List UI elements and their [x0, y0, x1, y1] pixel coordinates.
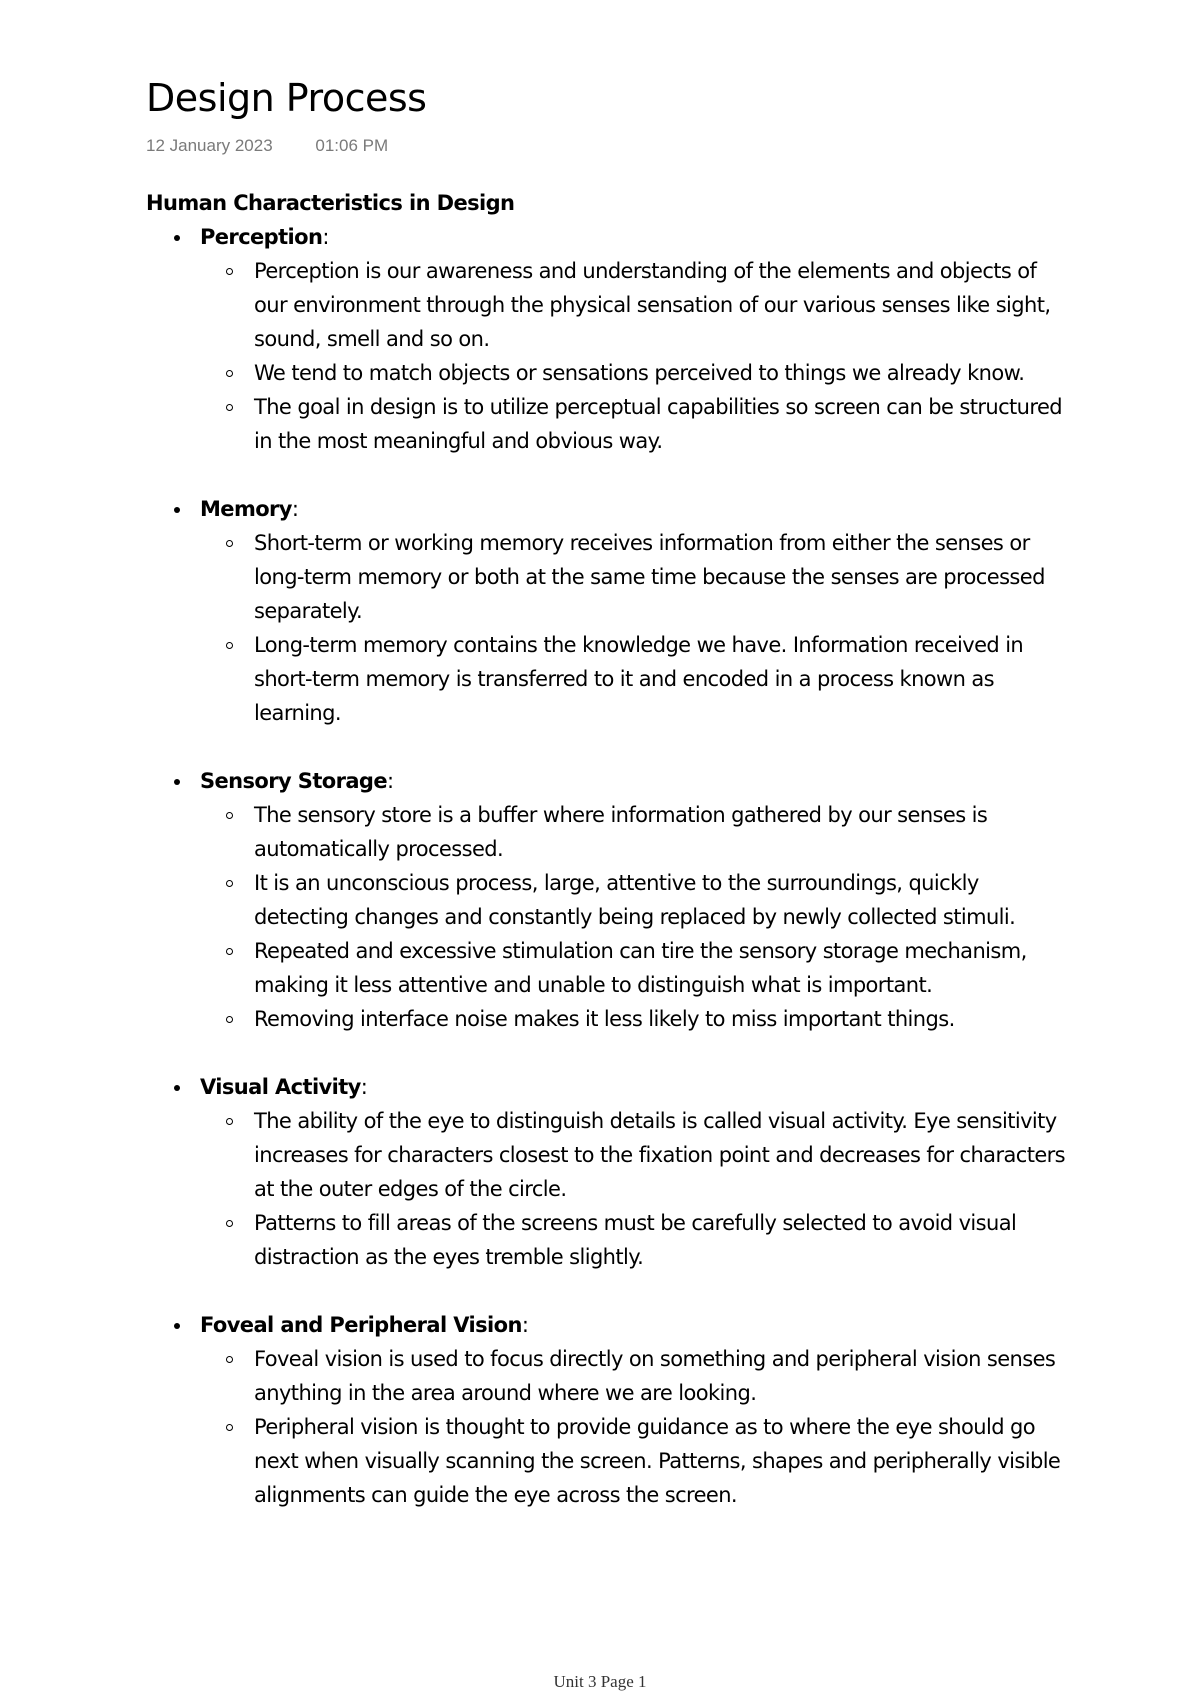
topic-item	[146, 220, 1066, 458]
page-title: Design Process	[146, 76, 427, 120]
topic-title: Foveal and Peripheral Vision	[200, 1313, 522, 1337]
topic-title: Memory	[200, 497, 292, 521]
point-item: Removing interface noise makes it less likely to miss important things.	[200, 1002, 1066, 1036]
point-item: Perception is our awareness and understanding of the elements and objects of our environment through the physical sensation of our various senses like sight, sound, smell and so on.	[200, 254, 1066, 356]
point-item: We tend to match objects or sensations perceived to things we already know.	[200, 356, 1066, 390]
point-item: Long-term memory contains the knowledge we have. Information received in short-term memory is transferred to it and encoded in a process known as learning.	[200, 628, 1066, 730]
topic-item	[146, 764, 1066, 1036]
page-time: 01:06 PM	[315, 136, 389, 155]
point-item: The ability of the eye to distinguish details is called visual activity. Eye sensitivity increases for characters closest to the fixation point and decreases for characters at the outer edges of the circle.	[200, 1104, 1066, 1206]
point-item: Short-term or working memory receives information from either the senses or long-term memory or both at the same time because the senses are processed separately.	[200, 526, 1066, 628]
topic-title: Perception	[200, 225, 323, 249]
point-list	[200, 526, 1066, 730]
point-item: Foveal vision is used to focus directly on something and peripheral vision senses anything in the area around where we are looking.	[200, 1342, 1066, 1410]
point-list	[200, 1342, 1066, 1512]
topic-title: Sensory Storage	[200, 769, 387, 793]
topic-heading: Perception:	[200, 225, 329, 249]
topic-heading: Sensory Storage:	[200, 769, 394, 793]
topic-heading: Visual Activity:	[200, 1075, 368, 1099]
point-item: The goal in design is to utilize perceptual capabilities so screen can be structured in the most meaningful and obvious way.	[200, 390, 1066, 458]
topic-list	[146, 220, 1066, 1512]
topic-title: Visual Activity	[200, 1075, 361, 1099]
point-item: The sensory store is a buffer where information gathered by our senses is automatically processed.	[200, 798, 1066, 866]
note-content	[146, 186, 1066, 1546]
section-heading: Human Characteristics in Design	[146, 191, 515, 215]
topic-heading: Foveal and Peripheral Vision:	[200, 1313, 529, 1337]
page-footer: Unit 3 Page 1	[553, 1672, 647, 1691]
point-item: Patterns to fill areas of the screens must be carefully selected to avoid visual distraction as the eyes tremble slightly.	[200, 1206, 1066, 1274]
point-item: Peripheral vision is thought to provide guidance as to where the eye should go next when visually scanning the screen. Patterns, shapes and peripherally visible alignments can guide the eye across the screen.	[200, 1410, 1066, 1512]
topic-item	[146, 492, 1066, 730]
point-item: It is an unconscious process, large, attentive to the surroundings, quickly detecting changes and constantly being replaced by newly collected stimuli.	[200, 866, 1066, 934]
page-meta	[146, 136, 388, 156]
topic-item	[146, 1070, 1066, 1274]
point-list	[200, 1104, 1066, 1274]
point-list	[200, 798, 1066, 1036]
topic-item	[146, 1308, 1066, 1512]
page-date: 12 January 2023	[146, 136, 273, 155]
point-list	[200, 254, 1066, 458]
point-item: Repeated and excessive stimulation can tire the sensory storage mechanism, making it less attentive and unable to distinguish what is important.	[200, 934, 1066, 1002]
topic-heading: Memory:	[200, 497, 299, 521]
